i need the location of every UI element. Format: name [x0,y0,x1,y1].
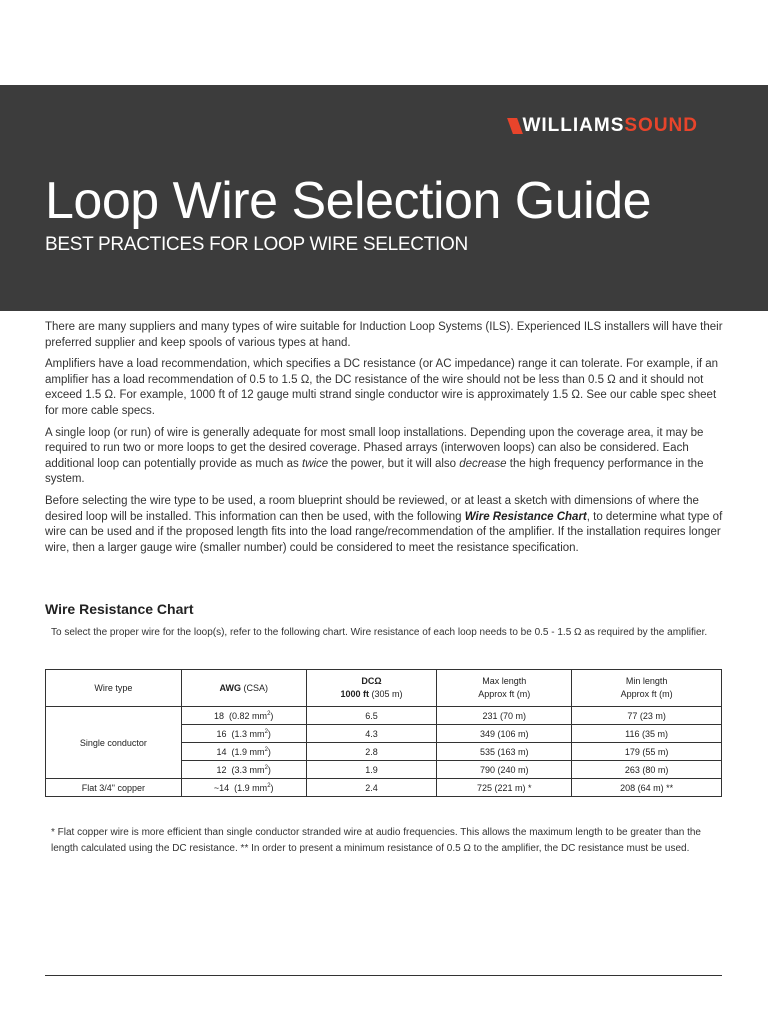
table-row [46,707,722,725]
logo-text-sound: SOUND [624,115,698,136]
table-header-row [46,670,722,707]
cell-awg: 12 (3.3 $mm^2$) [181,761,306,779]
cell-min: 179 (55 m) [572,743,722,761]
cell-type-flat: Flat 3/4" copper [46,779,182,797]
table-row [46,779,722,797]
cell-dc: 1.9 [306,761,437,779]
chart-title: Wire Resistance Chart [45,601,194,617]
cell-awg: 18 (0.82 $mm^2$) [181,707,306,725]
header-dc: DCΩ 1000 ft (305 m) [306,670,437,707]
cell-awg: 16 (1.3 $mm^2$) [181,725,306,743]
cell-max: 231 (70 m) [437,707,572,725]
wire-resistance-table [45,669,722,797]
cell-awg: ~14 (1.9 $mm^2$) [181,779,306,797]
page-subtitle: BEST PRACTICES FOR LOOP WIRE SELECTION [45,234,468,255]
chart-intro: To select the proper wire for the loop(s), refer to the following chart. Wire resistance of each loop needs to be 0.5 - 1.5 Ω as required by the amplifier. [51,627,708,638]
group-single-conductor: Single conductor [46,707,182,779]
header-banner [0,85,768,311]
header-wire-type: Wire type [46,670,182,707]
cell-dc: 6.5 [306,707,437,725]
cell-max: 535 (163 m) [437,743,572,761]
cell-min: 208 (64 m) ** [572,779,722,797]
cell-awg: 14 (1.9 $mm^2$) [181,743,306,761]
cell-min: 116 (35 m) [572,725,722,743]
cell-dc: 2.8 [306,743,437,761]
paragraph-1: There are many suppliers and many types of wire suitable for Induction Loop Systems (ILS). Experienced ILS installers will have their preferred supplier and keep spools of various types at hand. [45,321,723,349]
cell-dc: 2.4 [306,779,437,797]
paragraph-2: Amplifiers have a load recommendation, which specifies a DC resistance (or AC impedance) range it can tolerate. For example, if an amplifier has a load recommendation of 0.5 to 1.5 Ω, the DC resistance of the wire should not be less than 0.5 Ω and it should not exceed 1.5 Ω. For example, 1000 ft of 12 gauge multi strand single conductor wire is approximately 1.5 Ω. See our cable spec sheet for more cable specs. [45,358,719,417]
cell-max: 349 (106 m) [437,725,572,743]
cell-max: 790 (240 m) [437,761,572,779]
paragraph-4: Before selecting the wire type to be used, a room blueprint should be reviewed, or at least a sketch with dimensions of where the desired loop will be installed. This information can then be used, with the following Wire Resistance Chart, to determine what type of wire can be used and if the proposed length fits into the load range/recommendation of the amplifier. If the installation requires longer wire, then a larger gauge wire (smaller number) could be considered to meet the resistance specification. [45,494,723,554]
body-text [45,320,723,562]
header-max-length: Max length Approx ft (m) [437,670,572,707]
logo-text-williams: WILLIAMS [522,115,625,136]
footer-divider [45,975,722,976]
page-title: Loop Wire Selection Guide [45,172,652,230]
header-awg: AWG (CSA) [181,670,306,707]
cell-dc: 4.3 [306,725,437,743]
williams-sound-logo [510,115,698,137]
paragraph-3: A single loop (or run) of wire is generally adequate for most small loop installations. Depending upon the coverage area, it may be required to run two or more loops to get the desired coverage. Phased arrays (interwoven loops) can also be considered. Each additional loop can potentially provide as much as twice the power, but it will also decrease the high frequency performance in the system. [45,426,704,486]
header-min-length: Min length Approx ft (m) [572,670,722,707]
cell-max: 725 (221 m) * [437,779,572,797]
table-footnote: * Flat copper wire is more efficient than single conductor stranded wire at audio frequencies. This allows the maximum length to be greater than the length calculated using the DC resistance. ** In order to present a minimum resistance of 0.5 Ω to the amplifier, the DC resistance must be used. [51,827,701,854]
logo-mark-icon [508,118,524,134]
cell-min: 77 (23 m) [572,707,722,725]
cell-min: 263 (80 m) [572,761,722,779]
